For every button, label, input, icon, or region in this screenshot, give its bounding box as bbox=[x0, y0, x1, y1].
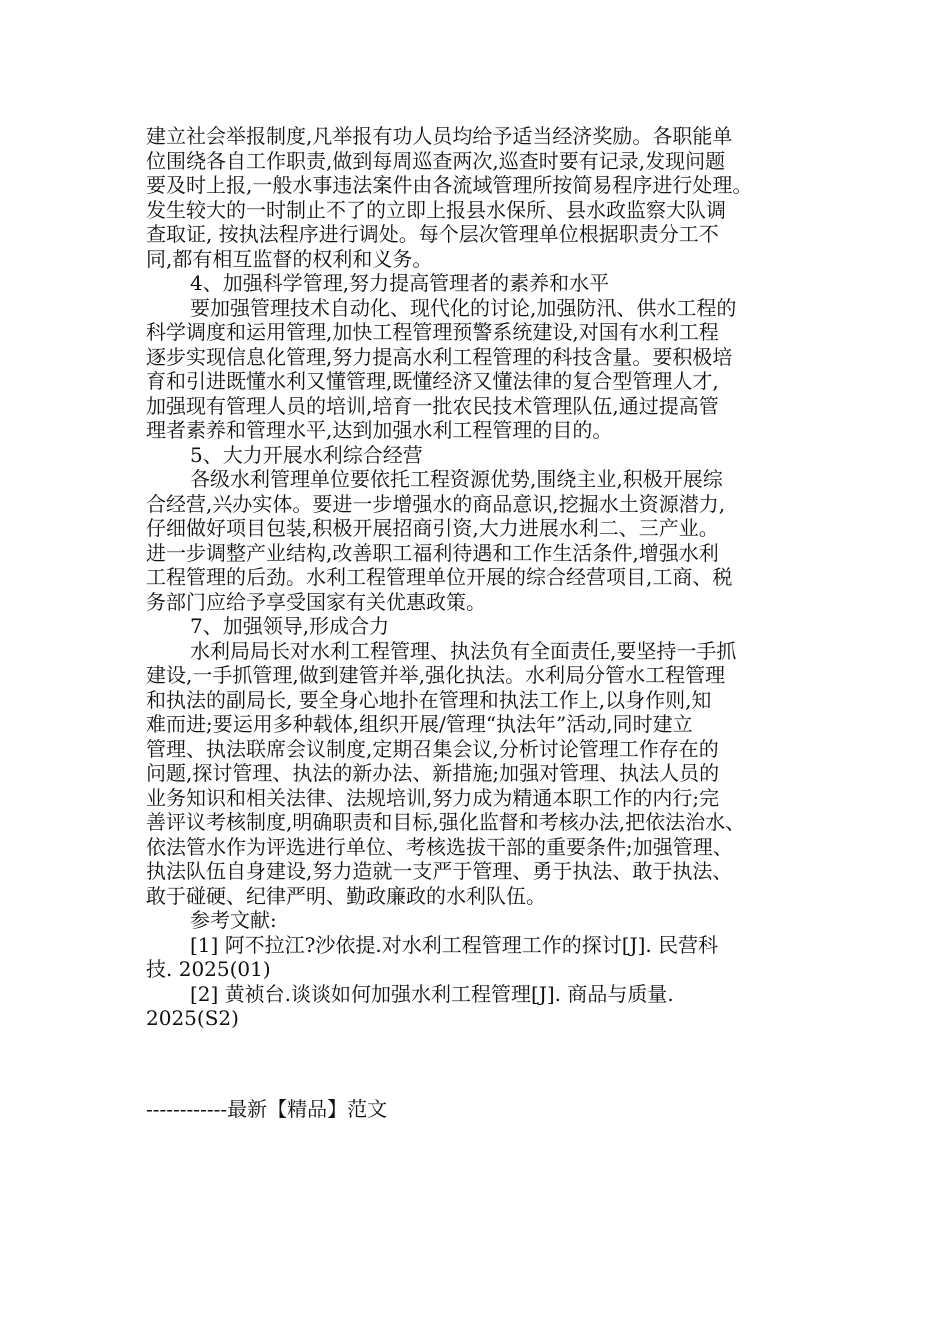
section-heading: 5、大力开展水利综合经营 bbox=[190, 442, 423, 467]
reference-item: [2] 黄祯台.谈谈如何加强水利工程管理[J]. 商品与质量. bbox=[190, 981, 674, 1006]
text-line: 育和引进既懂水利又懂管理,既懂经济又懂法律的复合型管理人才, bbox=[146, 369, 719, 393]
text-line: 加强现有管理人员的培训,培育一批农民技术管理队伍,通过提高管 bbox=[146, 393, 719, 418]
text-line: 难而进;要运用多种载体,组织开展/管理“执法年”活动,同时建立 bbox=[146, 712, 693, 736]
reference-item: [1] 阿不拉江?沙依提.对水利工程管理工作的探讨[J]. 民营科 bbox=[190, 932, 719, 957]
reference-item-cont: 技. 2025(01) bbox=[146, 957, 271, 981]
section-heading: 4、加强科学管理,努力提高管理者的素养和水平 bbox=[190, 271, 610, 295]
text-line: 敢于碰硬、纪律严明、勤政廉政的水利队伍。 bbox=[146, 883, 546, 908]
text-line: 进一步调整产业结构,改善职工福利待遇和工作生活条件,增强水利 bbox=[146, 540, 719, 565]
reference-item-cont: 2025(S2) bbox=[146, 1006, 239, 1030]
references-heading: 参考文献: bbox=[190, 908, 277, 932]
section-heading: 7、加强领导,形成合力 bbox=[190, 614, 390, 638]
text-line: 位围绕各自工作职责,做到每周巡查两次,巡查时要有记录,发现问题 bbox=[146, 148, 726, 173]
text-line: 水利局局长对水利工程管理、执法负有全面责任,要坚持一手抓 bbox=[190, 638, 737, 663]
text-line: 科学调度和运用管理,加快工程管理预警系统建设,对国有水利工程 bbox=[146, 320, 719, 344]
text-line: 发生较大的一时制止不了的立即上报县水保所、县水政监察大队调 bbox=[146, 197, 726, 222]
text-line: 合经营,兴办实体。要进一步增强水的商品意识,挖掘水土资源潜力, bbox=[146, 491, 726, 516]
text-line: 和执法的副局长, 要全身心地扑在管理和执法工作上,以身作则,知 bbox=[146, 687, 712, 712]
text-line: 依法管水作为评选进行单位、考核选拔干部的重要条件;加强管理、 bbox=[146, 834, 733, 859]
text-line: 要及时上报,一般水事违法案件由各流域管理所按简易程序进行处理。 bbox=[146, 173, 753, 197]
text-line: 理者素养和管理水平,达到加强水利工程管理的目的。 bbox=[146, 418, 613, 442]
text-line: 建立社会举报制度,凡举报有功人员均给予适当经济奖励。各职能单 bbox=[146, 124, 733, 148]
text-line: 同,都有相互监督的权利和义务。 bbox=[146, 246, 433, 271]
text-line: 逐步实现信息化管理,努力提高水利工程管理的科技含量。要积极培 bbox=[146, 344, 733, 369]
text-line: 务部门应给予享受国家有关优惠政策。 bbox=[146, 589, 486, 614]
text-line: 查取证, 按执法程序进行调处。每个层次管理单位根据职责分工不 bbox=[146, 222, 719, 246]
text-line: 业务知识和相关法律、法规培训,努力成为精通本职工作的内行;完 bbox=[146, 785, 720, 810]
footer-text: ------------最新【精品】范文 bbox=[146, 1097, 388, 1121]
text-line: 工程管理的后劲。水利工程管理单位开展的综合经营项目,工商、税 bbox=[146, 565, 733, 589]
text-line: 各级水利管理单位要依托工程资源优势,围绕主业,积极开展综 bbox=[190, 467, 723, 491]
text-line: 问题,探讨管理、执法的新办法、新措施;加强对管理、执法人员的 bbox=[146, 761, 720, 785]
document-body bbox=[146, 124, 826, 1031]
text-line: 建设,一手抓管理,做到建管并举,强化执法。水利局分管水工程管理 bbox=[146, 663, 726, 687]
text-line: 执法队伍自身建设,努力造就一支严于管理、勇于执法、敢于执法、 bbox=[146, 859, 733, 883]
text-line: 仔细做好项目包装,积极开展招商引资,大力进展水利二、三产业。 bbox=[146, 516, 719, 540]
text-line: 善评议考核制度,明确职责和目标,强化监督和考核办法,把依法治水、 bbox=[146, 810, 746, 834]
text-line: 要加强管理技术自动化、现代化的讨论,加强防汛、供水工程的 bbox=[190, 295, 737, 320]
text-line: 管理、执法联席会议制度,定期召集会议,分析讨论管理工作存在的 bbox=[146, 736, 719, 761]
